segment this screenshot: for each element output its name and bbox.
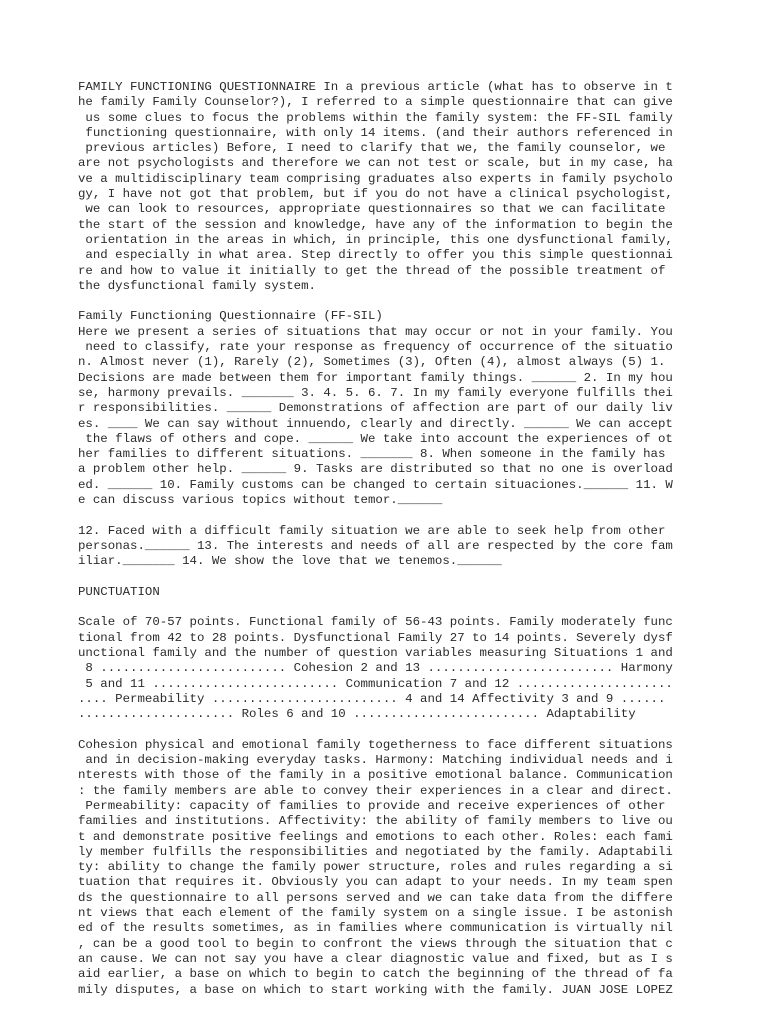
text-line: personas.______ 13. The interests and needs of all are respected by the core fam (78, 538, 673, 553)
intro-paragraph (78, 80, 698, 294)
text-line: previous articles) Before, I need to clarify that we, the family counselor, we (78, 141, 666, 156)
text-line: the dysfunctional family system. (78, 278, 316, 293)
text-line: orientation in the areas in which, in principle, this one dysfunctional family, (78, 232, 673, 247)
text-line: gy, I have not got that problem, but if you do not have a clinical psychologist, (78, 187, 673, 202)
text-line: t and demonstrate positive feelings and emotions to each other. Roles: each fami (78, 829, 673, 844)
text-line: e can discuss various topics without temor.______ (78, 493, 443, 508)
text-line: ..................... Roles 6 and 10 ......................... Adaptability (78, 707, 636, 722)
scoring-paragraph (78, 615, 698, 722)
text-line: her families to different situations. _______ 8. When someone in the family has (78, 447, 666, 462)
text-line: FAMILY FUNCTIONING QUESTIONNAIRE In a previous article (what has to observe in t (78, 80, 673, 94)
text-line: ed. ______ 10. Family customs can be changed to certain situaciones.______ 11. W (78, 477, 673, 492)
questionnaire-paragraph (78, 309, 698, 508)
text-line: tional from 42 to 28 points. Dysfunctional Family 27 to 14 points. Severely dysf (78, 630, 673, 645)
items-paragraph (78, 524, 698, 570)
text-line: iliar._______ 14. We show the love that we tenemos.______ (78, 554, 502, 569)
text-line: ds the questionnaire to all persons served and we can take data from the differe (78, 890, 673, 905)
text-line: tuation that requires it. Obviously you can adapt to your needs. In my team spen (78, 875, 673, 890)
text-line: are not psychologists and therefore we can not test or scale, but in my case, ha (78, 156, 673, 171)
text-line: ed of the results sometimes, as in families where communication is virtually nil (78, 921, 673, 936)
text-line: 5 and 11 ......................... Communication 7 and 12 ..................... (78, 676, 673, 691)
text-line: families and institutions. Affectivity: the ability of family members to live ou (78, 814, 673, 829)
text-line: aid earlier, a base on which to begin to catch the beginning of the thread of fa (78, 967, 673, 982)
text-line: functioning questionnaire, with only 14 items. (and their authors referenced in (78, 125, 673, 140)
text-line: r responsibilities. ______ Demonstrations of affection are part of our daily liv (78, 401, 673, 416)
text-line: re and how to value it initially to get the thread of the possible treatment of (78, 263, 666, 278)
text-line: nterests with those of the family in a positive emotional balance. Communication (78, 768, 673, 783)
text-line: us some clues to focus the problems within the family system: the FF-SIL family (78, 110, 673, 125)
text-line: .... Permeability ......................... 4 and 14 Affectivity 3 and 9 ...... (78, 691, 666, 706)
text-line: es. ____ We can say without innuendo, clearly and directly. ______ We can accept (78, 416, 673, 431)
text-line: mily disputes, a base on which to start working with the family. JUAN JOSE LOPEZ (78, 982, 673, 997)
text-line: unctional family and the number of question variables measuring Situations 1 and (78, 645, 673, 660)
paragraph-gap (78, 570, 698, 585)
text-line: Scale of 70-57 points. Functional family of 56-43 points. Family moderately func (78, 615, 673, 630)
document-page (78, 80, 698, 998)
text-line: : the family members are able to convey their experiences in a clear and direct. (78, 783, 673, 798)
text-line: n. Almost never (1), Rarely (2), Sometimes (3), Often (4), almost always (5) 1. (78, 355, 666, 370)
text-line: 8 ......................... Cohesion 2 and 13 ......................... Harmony (78, 661, 673, 676)
text-line: Here we present a series of situations that may occur or not in your family. You (78, 324, 673, 339)
text-line: , can be a good tool to begin to confront the views through the situation that c (78, 936, 673, 951)
paragraph-gap (78, 508, 698, 523)
text-line: an cause. We can not say you have a clear diagnostic value and fixed, but as I s (78, 951, 673, 966)
text-line: ve a multidisciplinary team comprising graduates also experts in family psycholo (78, 171, 673, 186)
paragraph-gap (78, 294, 698, 309)
text-line: Cohesion physical and emotional family togetherness to face different situations (78, 737, 673, 752)
text-line: Decisions are made between them for important family things. ______ 2. In my hou (78, 370, 673, 385)
text-line: ly member fulfills the responsibilities and negotiated by the family. Adaptabili (78, 844, 673, 859)
definitions-paragraph (78, 738, 698, 998)
text-line: se, harmony prevails. _______ 3. 4. 5. 6. 7. In my family everyone fulfills thei (78, 385, 673, 400)
text-line: he family Family Counselor?), I referred to a simple questionnaire that can give (78, 95, 673, 110)
text-line: need to classify, rate your response as frequency of occurrence of the situatio (78, 340, 673, 355)
text-line: Family Functioning Questionnaire (FF-SIL) (78, 309, 383, 324)
paragraph-gap (78, 600, 698, 615)
text-line: and especially in what area. Step directly to offer you this simple questionnai (78, 248, 673, 263)
paragraph-gap (78, 722, 698, 737)
text-line: Permeability: capacity of families to provide and receive experiences of other (78, 798, 666, 813)
text-line: ty: ability to change the family power structure, roles and rules regarding a si (78, 860, 673, 875)
text-line: a problem other help. ______ 9. Tasks are distributed so that no one is overload (78, 462, 673, 477)
text-line: and in decision-making everyday tasks. Harmony: Matching individual needs and i (78, 753, 673, 768)
text-line: we can look to resources, appropriate questionnaires so that we can facilitate (78, 202, 666, 217)
text-line: nt views that each element of the family system on a single issue. I be astonish (78, 906, 673, 921)
text-line: the start of the session and knowledge, have any of the information to begin the (78, 217, 673, 232)
text-line: the flaws of others and cope. ______ We take into account the experiences of ot (78, 431, 673, 446)
punctuation-heading: PUNCTUATION (78, 584, 160, 599)
text-line: 12. Faced with a difficult family situation we are able to seek help from other (78, 523, 666, 538)
